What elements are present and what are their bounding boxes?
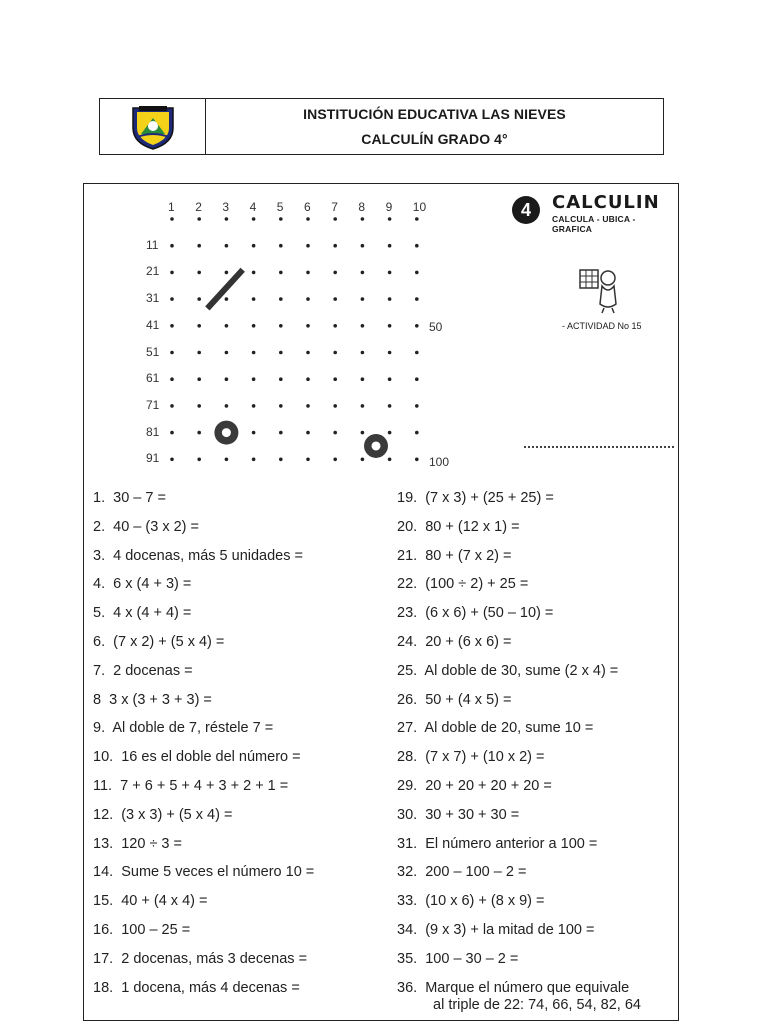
- question-text: 2 docenas =: [105, 662, 193, 679]
- grid-dot: [170, 458, 174, 462]
- question-number: 4.: [93, 576, 106, 593]
- question-text: 1 docena, más 4 decenas =: [113, 979, 300, 996]
- question-text: (7 x 3) + (25 + 25) =: [417, 490, 554, 506]
- question-text: 4 x (4 + 4) =: [105, 605, 192, 622]
- grid-dot: [279, 431, 283, 435]
- grid-dot: [252, 431, 256, 435]
- question-number: 20.: [397, 518, 418, 535]
- question-item: [93, 864, 314, 880]
- question-item: [397, 605, 553, 621]
- grid-dot: [388, 377, 392, 381]
- grid-dot: [333, 324, 337, 328]
- grid-dot: [252, 458, 256, 462]
- activity-label: - ACTIVIDAD No 15: [562, 321, 642, 331]
- grid-dot: [306, 271, 310, 275]
- grid-dot: [306, 244, 310, 248]
- grid-dot: [388, 404, 392, 408]
- question-item: [93, 692, 212, 708]
- column-label: 1: [168, 200, 175, 214]
- question-text: (3 x 3) + (5 x 4) =: [113, 806, 233, 823]
- question-number: 31.: [397, 835, 418, 852]
- grid-dot: [170, 377, 174, 381]
- question-number: 16.: [93, 922, 114, 938]
- grid-dot: [197, 271, 201, 275]
- grid-dot: [388, 217, 392, 221]
- question-item: [397, 836, 597, 852]
- grid-dot: [361, 324, 365, 328]
- question-item: [93, 634, 224, 650]
- grid-dot: [279, 217, 283, 221]
- question-item: [397, 519, 520, 535]
- question-number: 2.: [93, 518, 106, 535]
- question-item: [397, 634, 511, 650]
- grid-dot: [170, 351, 174, 355]
- row-label: 41: [146, 317, 160, 332]
- grid-dot: [333, 404, 337, 408]
- question-item: [397, 922, 595, 938]
- grid-dot: [170, 244, 174, 248]
- question-item: [93, 548, 303, 564]
- grid-dot: [361, 404, 365, 408]
- question-text: 4 docenas, más 5 unidades =: [105, 547, 303, 564]
- question-text: 2 docenas, más 3 decenas =: [113, 950, 308, 967]
- grid-dot: [388, 431, 392, 435]
- question-item: [93, 980, 300, 996]
- question-text: 120 ÷ 3 =: [113, 835, 182, 852]
- grid-dot: [415, 404, 419, 408]
- question-number: 21.: [397, 547, 418, 564]
- grid-dot: [279, 377, 283, 381]
- calculin-brand: [512, 192, 677, 232]
- question-item: [93, 605, 191, 621]
- grid-dot: [333, 458, 337, 462]
- question-number: 1.: [93, 490, 106, 506]
- row-label: 51: [146, 344, 160, 359]
- brand-tagline: CALCULA - UBICA - GRAFICA: [552, 214, 636, 234]
- question-text: 30 + 30 + 30 =: [417, 806, 520, 823]
- grid-dot: [306, 324, 310, 328]
- right-label-100: 100: [429, 455, 450, 469]
- questions-area: [93, 490, 673, 1020]
- grid-dot: [333, 431, 337, 435]
- row-label: 71: [146, 397, 160, 412]
- row-label: 91: [146, 451, 160, 466]
- question-text: (6 x 6) + (50 – 10) =: [417, 605, 554, 622]
- question-number: 15.: [93, 893, 114, 910]
- grid-dot: [252, 351, 256, 355]
- grid-dot: [225, 324, 229, 328]
- grid-dot: [225, 271, 229, 275]
- question-text: 16 es el doble del número =: [113, 749, 301, 766]
- question-number: 28.: [397, 749, 418, 766]
- question-number: 26.: [397, 691, 418, 708]
- question-text: 80 + (12 x 1) =: [417, 518, 520, 535]
- grid-dot: [415, 458, 419, 462]
- grid-dot: [197, 297, 201, 301]
- grid-dot: [279, 271, 283, 275]
- grade-subtitle: CALCULÍN GRADO 4°: [361, 131, 508, 147]
- question-text: El número anterior a 100 =: [417, 835, 598, 852]
- question-number: 27.: [397, 720, 418, 737]
- column-label: 5: [276, 200, 284, 214]
- question-number: 23.: [397, 605, 418, 622]
- question-text: Al doble de 30, sume (2 x 4) =: [417, 662, 619, 679]
- grid-dot: [361, 217, 365, 221]
- grid-dot: [388, 271, 392, 275]
- grid-dot: [170, 431, 174, 435]
- grid-dot: [415, 217, 419, 221]
- question-text: (7 x 2) + (5 x 4) =: [105, 634, 225, 650]
- stick-marker: [207, 270, 242, 309]
- grid-dot: [333, 377, 337, 381]
- column-label: 3: [222, 200, 230, 214]
- school-shield-logo: [129, 104, 177, 150]
- grid-dot: [306, 297, 310, 301]
- column-label: 6: [304, 200, 311, 214]
- grid-dot: [170, 297, 174, 301]
- question-item: [397, 749, 545, 765]
- grid-dot: [252, 271, 256, 275]
- question-text: (100 ÷ 2) + 25 =: [417, 576, 529, 593]
- question-text: 6 x (4 + 3) =: [105, 576, 192, 593]
- question-number: 33.: [397, 893, 418, 910]
- grid-dot: [279, 404, 283, 408]
- question-36-continuation: al triple de 22: 74, 66, 54, 82, 64: [433, 996, 641, 1013]
- question-text: Al doble de 20, sume 10 =: [417, 720, 594, 737]
- grid-dot: [306, 431, 310, 435]
- grid-dot: [306, 217, 310, 221]
- grid-dot: [225, 377, 229, 381]
- question-item: [397, 692, 511, 708]
- header-table: [99, 98, 664, 155]
- grid-dot: [388, 244, 392, 248]
- grid-dot: [415, 324, 419, 328]
- ring-marker: [364, 434, 388, 458]
- question-text: 40 – (3 x 2) =: [105, 518, 199, 535]
- question-item: [397, 576, 528, 592]
- question-number: 10.: [93, 749, 114, 766]
- question-item: [397, 807, 519, 823]
- question-number: 19.: [397, 490, 418, 506]
- grid-dot: [170, 324, 174, 328]
- question-text: 200 – 100 – 2 =: [417, 864, 527, 881]
- grid-dot: [225, 351, 229, 355]
- row-label: 61: [146, 371, 160, 386]
- grid-dot: [197, 217, 201, 221]
- grid-dot: [361, 377, 365, 381]
- grid-dot: [252, 324, 256, 328]
- column-label: 9: [385, 200, 393, 214]
- grid-dot: [415, 297, 419, 301]
- grid-dot: [197, 458, 201, 462]
- grid-dot: [361, 271, 365, 275]
- grid-dot: [252, 404, 256, 408]
- grid-dot: [306, 458, 310, 462]
- grid-dot: [361, 458, 365, 462]
- question-item: [93, 951, 307, 967]
- grid-dot: [197, 431, 201, 435]
- question-number: 35.: [397, 950, 418, 967]
- question-number: 9.: [93, 720, 106, 737]
- question-item: [93, 807, 232, 823]
- question-item: [397, 864, 526, 880]
- grid-dot: [333, 271, 337, 275]
- grid-dot: [225, 217, 229, 221]
- question-number: 18.: [93, 979, 114, 996]
- question-item: [93, 749, 301, 765]
- grade-badge: 4: [512, 196, 540, 224]
- question-item: [93, 778, 288, 794]
- question-text: 100 – 25 =: [113, 922, 191, 938]
- column-label: 2: [195, 200, 202, 214]
- question-text: 30 – 7 =: [105, 490, 166, 506]
- right-label-50: 50: [429, 320, 443, 334]
- question-item: [397, 778, 552, 794]
- question-item: [397, 951, 518, 967]
- question-number: 34.: [397, 922, 418, 938]
- question-item: [397, 490, 554, 506]
- header-title-cell: [206, 99, 663, 154]
- question-text: 20 + (6 x 6) =: [417, 634, 512, 650]
- question-item: [397, 548, 511, 564]
- question-number: 14.: [93, 864, 114, 881]
- question-text: 100 – 30 – 2 =: [417, 950, 519, 967]
- question-number: 6.: [93, 634, 106, 650]
- grid-dot: [306, 351, 310, 355]
- question-number: 7.: [93, 662, 106, 679]
- question-number: 24.: [397, 634, 418, 650]
- grid-dot: [388, 458, 392, 462]
- grid-dot: [415, 351, 419, 355]
- grid-dot: [415, 431, 419, 435]
- grid-dot: [279, 458, 283, 462]
- question-number: 8: [93, 691, 102, 708]
- name-blank-line: [524, 446, 674, 448]
- ring-marker: [214, 421, 238, 445]
- grid-dot: [225, 404, 229, 408]
- row-label: 21: [146, 264, 160, 279]
- question-text: 20 + 20 + 20 + 20 =: [417, 778, 552, 794]
- question-item: [397, 663, 618, 679]
- grid-dot: [361, 244, 365, 248]
- row-label: 81: [146, 424, 160, 439]
- row-label: 31: [146, 291, 160, 306]
- question-number: 12.: [93, 806, 114, 823]
- mascot-illustration: [576, 264, 626, 314]
- grid-dot: [170, 271, 174, 275]
- question-text: 7 + 6 + 5 + 4 + 3 + 2 + 1 =: [112, 778, 289, 794]
- row-label: 11: [146, 237, 159, 252]
- grid-dot: [252, 377, 256, 381]
- grid-dot: [279, 351, 283, 355]
- grid-dot: [333, 297, 337, 301]
- question-number: 29.: [397, 778, 418, 794]
- question-number: 13.: [93, 835, 114, 852]
- grid-dot: [197, 377, 201, 381]
- grid-dot: [279, 244, 283, 248]
- question-text: 40 + (4 x 4) =: [113, 893, 208, 910]
- question-text: 3 x (3 + 3 + 3) =: [101, 691, 212, 708]
- grid-dot: [252, 297, 256, 301]
- grid-dot: [197, 324, 201, 328]
- grid-dot: [279, 297, 283, 301]
- grid-dot: [415, 377, 419, 381]
- question-number: 11.: [93, 778, 113, 794]
- grid-dot: [415, 244, 419, 248]
- grid-dot: [197, 404, 201, 408]
- grid-dot: [388, 297, 392, 301]
- question-text: (9 x 3) + la mitad de 100 =: [417, 922, 595, 938]
- question-number: 5.: [93, 605, 106, 622]
- grid-dot: [252, 217, 256, 221]
- grid-dot: [361, 351, 365, 355]
- grid-dot: [333, 351, 337, 355]
- question-text: 50 + (4 x 5) =: [417, 691, 512, 708]
- question-item: [93, 519, 199, 535]
- question-text: Marque el número que equivale: [417, 979, 630, 996]
- question-item: [397, 893, 545, 909]
- grid-dot: [225, 244, 229, 248]
- question-item: [93, 720, 273, 736]
- grid-dot: [306, 377, 310, 381]
- grid-dot: [361, 431, 365, 435]
- question-number: 22.: [397, 576, 418, 593]
- grid-dot: [333, 244, 337, 248]
- grid-dot: [333, 217, 337, 221]
- question-number: 17.: [93, 950, 114, 967]
- grid-dot: [225, 297, 229, 301]
- question-number: 3.: [93, 547, 106, 564]
- grid-dot: [225, 458, 229, 462]
- question-number: 36.: [397, 979, 418, 996]
- column-label: 7: [331, 200, 338, 214]
- question-item: [397, 980, 629, 996]
- question-text: Al doble de 7, réstele 7 =: [105, 720, 274, 737]
- question-item: [93, 663, 193, 679]
- school-logo-cell: [100, 99, 206, 154]
- question-number: 25.: [397, 662, 418, 679]
- grid-dot: [197, 244, 201, 248]
- question-item: [397, 720, 593, 736]
- question-item: [93, 836, 182, 852]
- question-text: 80 + (7 x 2) =: [417, 547, 512, 564]
- grid-dot: [197, 351, 201, 355]
- grid-dot: [388, 324, 392, 328]
- column-label: 4: [249, 200, 257, 214]
- question-item: [93, 576, 191, 592]
- grid-dot: [279, 324, 283, 328]
- question-item: [93, 922, 190, 938]
- grid-dot: [306, 404, 310, 408]
- column-label: 10: [412, 200, 427, 214]
- question-number: 32.: [397, 864, 418, 881]
- grid-dot: [415, 271, 419, 275]
- question-item: [93, 490, 166, 506]
- grid-dot: [388, 351, 392, 355]
- grid-dot: [252, 244, 256, 248]
- grid-dot: [361, 297, 365, 301]
- question-text: (10 x 6) + (8 x 9) =: [417, 893, 545, 910]
- grid-dot: [170, 217, 174, 221]
- question-text: (7 x 7) + (10 x 2) =: [417, 749, 545, 766]
- column-label: 8: [358, 200, 366, 214]
- grid-dot: [170, 404, 174, 408]
- question-item: [93, 893, 207, 909]
- institution-title: INSTITUCIÓN EDUCATIVA LAS NIEVES: [303, 106, 566, 122]
- question-text: Sume 5 veces el número 10 =: [113, 864, 315, 881]
- brand-name: CALCULIN: [552, 192, 660, 213]
- question-number: 30.: [397, 806, 418, 823]
